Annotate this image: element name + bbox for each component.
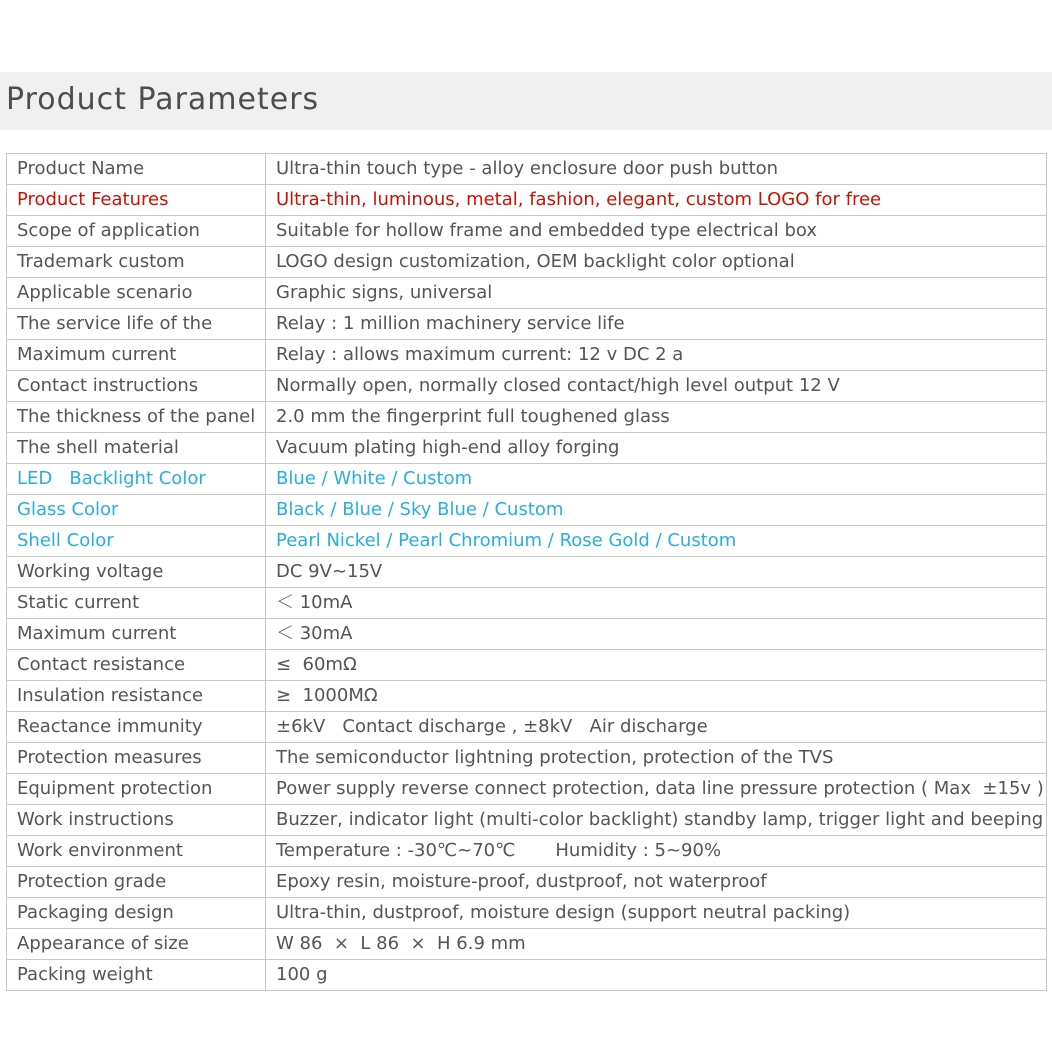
table-row bbox=[7, 526, 1047, 557]
parameter-name: Packing weight bbox=[7, 960, 266, 991]
parameter-value: Graphic signs, universal bbox=[266, 278, 1047, 309]
parameter-value: DC 9V∼15V bbox=[266, 557, 1047, 588]
parameter-value: Suitable for hollow frame and embedded type electrical box bbox=[266, 216, 1047, 247]
parameter-value: Epoxy resin, moisture-proof, dustproof, not waterproof bbox=[266, 867, 1047, 898]
parameter-name: Glass Color bbox=[7, 495, 266, 526]
table-row bbox=[7, 743, 1047, 774]
table-row bbox=[7, 960, 1047, 991]
parameter-value: LOGO design customization, OEM backlight color optional bbox=[266, 247, 1047, 278]
parameter-name: Working voltage bbox=[7, 557, 266, 588]
parameter-name: Equipment protection bbox=[7, 774, 266, 805]
parameter-name: Reactance immunity bbox=[7, 712, 266, 743]
title-bar bbox=[0, 72, 1052, 130]
table-row bbox=[7, 898, 1047, 929]
parameter-name: Product Features bbox=[7, 185, 266, 216]
table-row bbox=[7, 836, 1047, 867]
parameter-name: Work instructions bbox=[7, 805, 266, 836]
parameter-value: Relay : allows maximum current: 12 v DC 2 a bbox=[266, 340, 1047, 371]
parameters-table-body bbox=[7, 154, 1047, 991]
parameter-name: Static current bbox=[7, 588, 266, 619]
parameter-name: Product Name bbox=[7, 154, 266, 185]
parameter-value: ≤ 60mΩ bbox=[266, 650, 1047, 681]
parameter-name: LED Backlight Color bbox=[7, 464, 266, 495]
table-row bbox=[7, 216, 1047, 247]
parameter-value: The semiconductor lightning protection, protection of the TVS bbox=[266, 743, 1047, 774]
parameter-value: Pearl Nickel / Pearl Chromium / Rose Gold / Custom bbox=[266, 526, 1047, 557]
parameter-name: Contact instructions bbox=[7, 371, 266, 402]
table-row bbox=[7, 619, 1047, 650]
parameter-name: Packaging design bbox=[7, 898, 266, 929]
parameter-name: Contact resistance bbox=[7, 650, 266, 681]
page-title: Product Parameters bbox=[6, 82, 320, 117]
parameter-name: Protection grade bbox=[7, 867, 266, 898]
table-row bbox=[7, 247, 1047, 278]
parameter-value: ＜ 30mA bbox=[266, 619, 1047, 650]
parameter-value: Ultra-thin, luminous, metal, fashion, elegant, custom LOGO for free bbox=[266, 185, 1047, 216]
parameter-value: Normally open, normally closed contact/high level output 12 V bbox=[266, 371, 1047, 402]
parameter-value: Power supply reverse connect protection, data line pressure protection ( Max ±15v ) bbox=[266, 774, 1047, 805]
table-row bbox=[7, 712, 1047, 743]
parameter-value: ±6kV Contact discharge , ±8kV Air discharge bbox=[266, 712, 1047, 743]
table-row bbox=[7, 774, 1047, 805]
parameter-value: W 86 × L 86 × H 6.9 mm bbox=[266, 929, 1047, 960]
table-row bbox=[7, 340, 1047, 371]
parameter-value: 100 g bbox=[266, 960, 1047, 991]
parameter-value: Black / Blue / Sky Blue / Custom bbox=[266, 495, 1047, 526]
table-row bbox=[7, 557, 1047, 588]
parameter-name: The thickness of the panel bbox=[7, 402, 266, 433]
parameter-name: The service life of the bbox=[7, 309, 266, 340]
parameter-value: Buzzer, indicator light (multi-color backlight) standby lamp, trigger light and beeping bbox=[266, 805, 1047, 836]
parameter-value: Ultra-thin touch type - alloy enclosure door push button bbox=[266, 154, 1047, 185]
parameter-name: Maximum current bbox=[7, 340, 266, 371]
parameter-value: 2.0 mm the fingerprint full toughened glass bbox=[266, 402, 1047, 433]
parameters-table bbox=[6, 153, 1047, 991]
table-row bbox=[7, 867, 1047, 898]
parameter-value: Temperature : -30℃~70℃ Humidity : 5~90% bbox=[266, 836, 1047, 867]
parameter-value: ＜ 10mA bbox=[266, 588, 1047, 619]
parameter-value: Blue / White / Custom bbox=[266, 464, 1047, 495]
table-row bbox=[7, 154, 1047, 185]
table-row bbox=[7, 278, 1047, 309]
table-row bbox=[7, 402, 1047, 433]
parameter-name: Trademark custom bbox=[7, 247, 266, 278]
parameter-name: Shell Color bbox=[7, 526, 266, 557]
table-row bbox=[7, 681, 1047, 712]
parameter-name: Appearance of size bbox=[7, 929, 266, 960]
table-row bbox=[7, 929, 1047, 960]
table-row bbox=[7, 805, 1047, 836]
parameter-name: The shell material bbox=[7, 433, 266, 464]
parameter-value: Ultra-thin, dustproof, moisture design (support neutral packing) bbox=[266, 898, 1047, 929]
parameter-name: Maximum current bbox=[7, 619, 266, 650]
parameter-value: Vacuum plating high-end alloy forging bbox=[266, 433, 1047, 464]
table-row bbox=[7, 495, 1047, 526]
parameter-name: Scope of application bbox=[7, 216, 266, 247]
parameter-name: Applicable scenario bbox=[7, 278, 266, 309]
parameter-name: Protection measures bbox=[7, 743, 266, 774]
parameter-name: Work environment bbox=[7, 836, 266, 867]
table-row bbox=[7, 433, 1047, 464]
table-row bbox=[7, 464, 1047, 495]
table-row bbox=[7, 650, 1047, 681]
parameter-value: ≥ 1000MΩ bbox=[266, 681, 1047, 712]
parameter-name: Insulation resistance bbox=[7, 681, 266, 712]
parameter-value: Relay : 1 million machinery service life bbox=[266, 309, 1047, 340]
table-row bbox=[7, 371, 1047, 402]
table-row bbox=[7, 588, 1047, 619]
table-row bbox=[7, 185, 1047, 216]
table-row bbox=[7, 309, 1047, 340]
